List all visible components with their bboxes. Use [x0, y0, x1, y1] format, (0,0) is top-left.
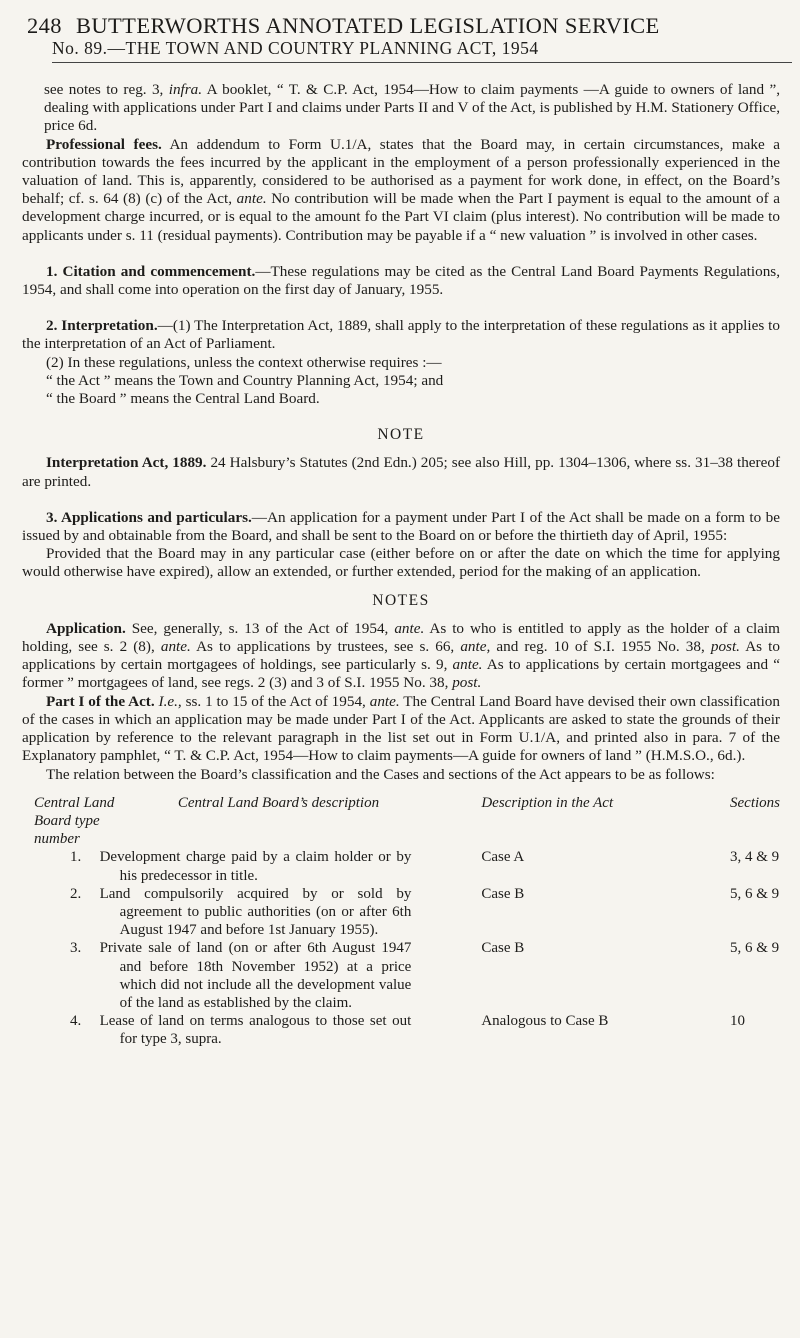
definition-act: “ the Act ” means the Town and Country Planning Act, 1954; and — [46, 371, 444, 389]
regulation-3-heading: 3. Applications and particulars. — [46, 508, 252, 526]
regulation-2: 2. Interpretation.—(1) The Interpretation Act, 1889, shall apply to the interpretation of these regulations as it applies to the interpretation of an Act of Parliament. — [22, 317, 780, 353]
act-subtitle: No. 89.—THE TOWN AND COUNTRY PLANNING ACT, 1954 — [52, 38, 539, 58]
notes-heading: NOTES — [372, 591, 430, 609]
running-head — [27, 14, 780, 38]
table-header-row — [22, 794, 780, 849]
document-page — [22, 14, 780, 1049]
professional-fees-paragraph: Professional fees. An addendum to Form U.1/A, states that the Board may, in certain circumstances, make a contribution towards the fees incurred by the applicant in the employment of a person professionally experienced in the valuation of land. This is, apparently, considered to be authorised as a payment for work done, in effect, on the Board’s behalf; cf. s. 64 (8) (c) of the Act, ante. No contribution will be made when the Part I payment is equal to the amount of a development charge incurred, or is equal to the amount fo the Part VI claim (plus interest). No contribution will be made to applicants under s. 11 (residual payments). Contribution may be payable if a “ new valuation ” is involved in other cases. — [22, 135, 780, 244]
professional-fees-heading: Professional fees. — [46, 135, 162, 153]
table-row: 1. Development charge paid by a claim holder or by his predecessor in title. Case A 3, 4 & 9 — [70, 849, 780, 884]
regulation-2-heading: 2. Interpretation. — [46, 317, 158, 335]
table-row: 3. Private sale of land (on or after 6th August 1947 and before 18th November 1952) at a price which did not include all the development value of the land as established by the claim. Case B 5, 6 & 9 — [70, 940, 780, 1011]
note-paragraph: Interpretation Act, 1889. 24 Halsbury’s Statutes (2nd Edn.) 205; see also Hill, pp. 1304–1306, where ss. 31–38 thereof are printed. — [22, 454, 781, 490]
page-number: 248 — [27, 13, 62, 38]
table-row: 2. Land compulsorily acquired by or sold by agreement to public authorities (on or after 6th August 1947 and before 1st January 1955). Case B 5, 6 & 9 — [70, 885, 780, 939]
classification-table — [22, 794, 780, 1049]
regulation-2-subsection: (2) In these regulations, unless the context otherwise requires :— — [46, 353, 442, 371]
note-heading: NOTE — [377, 426, 425, 444]
part-one-note: Part I of the Act. I.e., ss. 1 to 15 of the Act of 1954, ante. The Central Land Board have devised their own classification of the cases in which an application may be made under Part I of the Act. Applicants are asked to state the grounds of their application by reference to the relevant paragraph in the list set out in Form U.1/A, and printed also in para. 7 of the Explanatory pamphlet, “ T. & C.P. Act, 1954—How to claim payments—A guide for owners of land ” (H.M.S.O., 6d.). — [22, 692, 780, 765]
definition-board: “ the Board ” means the Central Land Board. — [46, 390, 320, 408]
intro-paragraph: see notes to reg. 3, infra. A booklet, “ T. & C.P. Act, 1954—How to claim payments —A guide to owners of land ”, dealing with applications under Part I and claims under Parts II and V of the Act, is published by H.M. Stationery Office, price 6d. — [44, 81, 780, 135]
regulation-3: 3. Applications and particulars.—An application for a payment under Part I of the Act shall be made on a form to be issued by and obtainable from the Board, and shall be sent to the Board on or before the thirtieth day of April, 1955: — [22, 508, 780, 545]
body-text — [22, 81, 780, 1049]
column-header: Central Land Board type number — [34, 794, 115, 848]
application-note: Application. See, generally, s. 13 of the Act of 1954, ante. As to who is entitled to apply as the holder of a claim holding, see s. 2 (8), ante. As to applications by trustees, see s. 66, ante, and reg. 10 of S.I. 1955 No. 38, post. As to applications by certain mortgagees of holdings, see particularly s. 9, ante. As to applications by certain mortgagees and “ former ” mortgagees of land, see regs. 2 (3) and 3 of S.I. 1955 No. 38, post. — [22, 619, 780, 692]
column-header: Sections — [730, 794, 780, 811]
regulation-1-heading: 1. Citation and commencement. — [46, 262, 256, 280]
table-row: 4. Lease of land on terms analogous to those set out for type 3, supra. Analogous to Case B 10 — [70, 1013, 745, 1048]
series-title: BUTTERWORTHS ANNOTATED LEGISLATION SERVICE — [75, 13, 660, 38]
column-header: Central Land Board’s description — [177, 794, 380, 811]
regulation-3-proviso: Provided that the Board may in any particular case (either before on or after the date on which the time for applying would otherwise have expired), allow an extended, or further extended, period for the making of an application. — [22, 545, 780, 581]
column-header: Description in the Act — [481, 794, 614, 811]
header-rule — [52, 62, 792, 63]
relation-paragraph: The relation between the Board’s classification and the Cases and sections of the Act appears to be as follows: — [46, 765, 715, 783]
regulation-1: 1. Citation and commencement.—These regulations may be cited as the Central Land Board Payments Regulations, 1954, and shall come into operation on the first day of January, 1955. — [22, 262, 780, 299]
